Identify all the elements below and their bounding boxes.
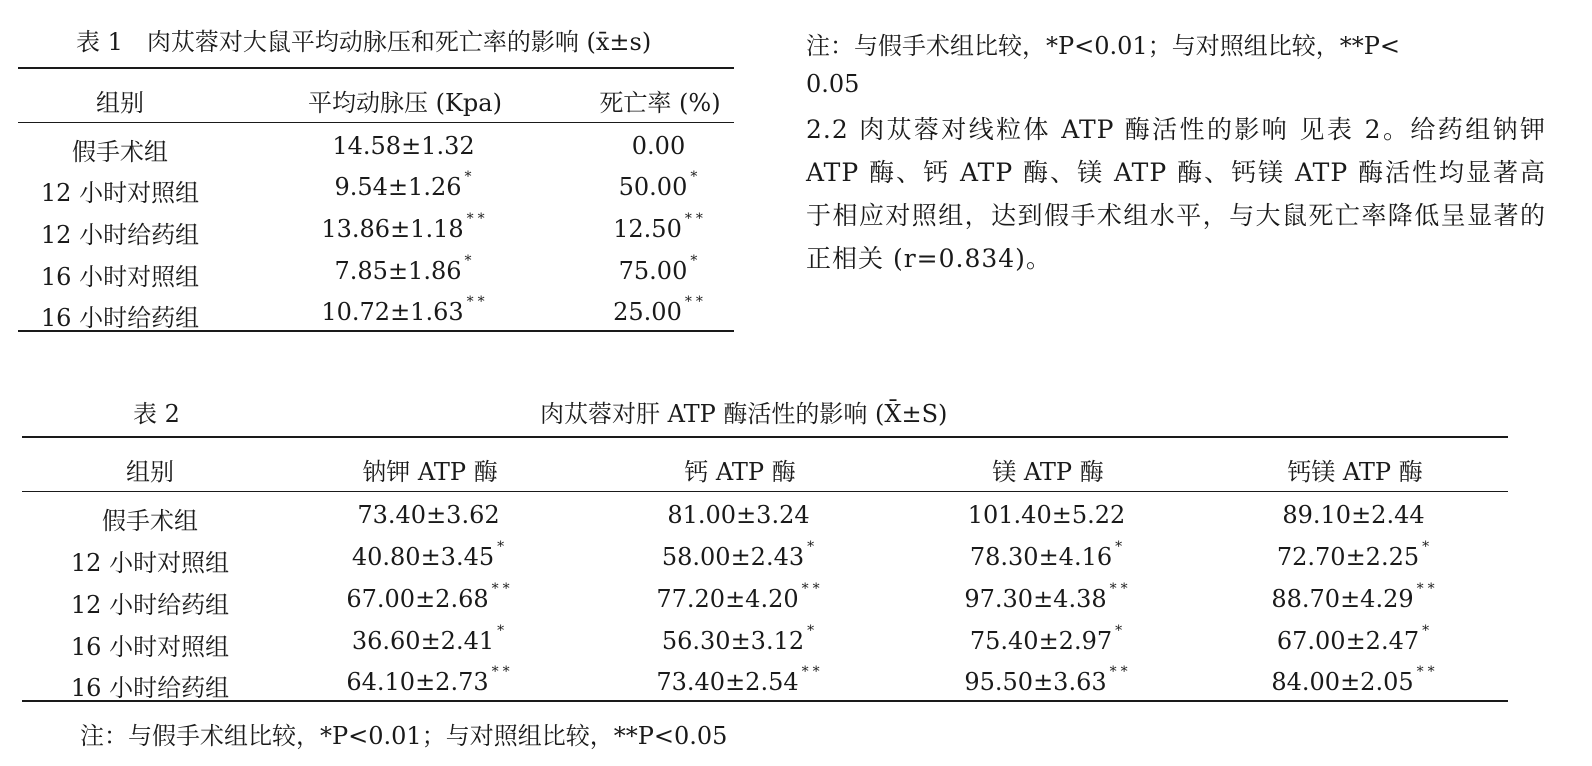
table2-row-4-col4 <box>1255 664 1455 696</box>
table2-row-0-col4-value: 89.10±2.44 <box>1282 501 1425 529</box>
table2-row-4-col4-significance-mark: ** <box>1416 664 1439 680</box>
table2-row-1-col2 <box>640 539 840 571</box>
table2-row-2-col3-significance-mark: ** <box>1109 581 1132 597</box>
table2-row-3-col1-value: 36.60±2.41 <box>351 627 495 655</box>
table2-row-2-col3-value: 97.30±4.38 <box>964 585 1107 613</box>
table2-header-camg-atpase: 钙镁 ATP 酶 <box>1287 458 1423 486</box>
table1-row-4-group <box>40 298 200 333</box>
table1-caption <box>76 22 651 57</box>
table2-header-rule <box>22 491 1508 492</box>
table1-row-1-mortality-value: 50.00 <box>618 173 688 201</box>
table2-row-4-col1 <box>330 664 530 696</box>
table2-row-1-col4-significance-mark: * <box>1422 539 1434 555</box>
table1-row-1-mortality <box>570 169 750 201</box>
table1-row-1-map-value: 9.54±1.26 <box>334 173 462 201</box>
table1-row-3-mortality-significance-mark: * <box>690 253 702 269</box>
table2-bottom-rule <box>22 700 1508 702</box>
table2-row-4-col2-value: 73.40±2.54 <box>656 668 799 696</box>
table2-row-0-group-value: 假手术组 <box>102 507 198 535</box>
table1-row-0-mortality <box>570 132 750 160</box>
table2-row-3-col1-significance-mark: * <box>497 623 509 639</box>
table1-row-3-group <box>40 257 200 292</box>
table2-row-2-col1-significance-mark: ** <box>491 581 514 597</box>
table2-row-2-col3 <box>948 581 1148 613</box>
table1-header-rule <box>18 122 734 123</box>
table1-header-group: 组别 <box>96 89 144 117</box>
table2-row-4-col3-value: 95.50±3.63 <box>964 668 1107 696</box>
table2-row-0-col3 <box>948 501 1148 529</box>
table1-row-2-mortality <box>570 211 750 243</box>
section-2-2-paragraph: 2.2 肉苁蓉对线粒体 ATP 酶活性的影响 见表 2。给药组钠钾 ATP 酶、钙 ATP 酶、镁 ATP 酶、钙镁 ATP 酶活性均显著高于相应对照组，达到假手术组水平，与大鼠死亡率降低呈显著的正相关 (r=0.834)。 <box>806 115 1546 273</box>
table2-row-2-col2-significance-mark: ** <box>801 581 824 597</box>
table1-row-1-map <box>280 169 530 201</box>
table2-row-4-col3-significance-mark: ** <box>1109 664 1132 680</box>
table2-row-3-group-value: 16 小时对照组 <box>70 633 230 661</box>
table1-row-1-group-value: 12 小时对照组 <box>40 179 200 207</box>
table2-row-1-col2-significance-mark: * <box>807 539 819 555</box>
table1-title: 肉苁蓉对大鼠平均动脉压和死亡率的影响 (x̄±s) <box>146 28 652 56</box>
table1-note-line2: 0.05 <box>806 70 860 98</box>
table1-row-4-mortality-significance-mark: ** <box>684 294 707 310</box>
table2-header-group: 组别 <box>126 458 174 486</box>
table1-row-2-map-value: 13.86±1.18 <box>321 215 464 243</box>
table2-row-1-group <box>60 543 240 578</box>
table1-row-0-map-value: 14.58±1.32 <box>332 132 475 160</box>
table2-row-1-col4-value: 72.70±2.25 <box>1276 543 1420 571</box>
table1-header-map: 平均动脉压 (Kpa) <box>308 89 502 117</box>
table1-row-2-mortality-significance-mark: ** <box>684 211 707 227</box>
table2-row-4-col4-value: 84.00±2.05 <box>1271 668 1414 696</box>
table2-row-1-col3 <box>948 539 1148 571</box>
table2-row-0-col4 <box>1255 501 1455 529</box>
table2-row-2-col1-value: 67.00±2.68 <box>346 585 489 613</box>
table1-row-3-group-value: 16 小时对照组 <box>40 263 200 291</box>
table2-row-2-col4-value: 88.70±4.29 <box>1271 585 1414 613</box>
table2-row-4-col3 <box>948 664 1148 696</box>
table1-row-4-group-value: 16 小时给药组 <box>40 304 200 332</box>
table2-row-2-col4 <box>1255 581 1455 613</box>
table1-row-3-map-significance-mark: * <box>464 253 476 269</box>
table1-row-0-group <box>40 132 200 167</box>
table2-row-1-group-value: 12 小时对照组 <box>70 549 230 577</box>
table1-row-4-mortality <box>570 294 750 326</box>
table2-row-4-col1-significance-mark: ** <box>491 664 514 680</box>
table2-header-ca-atpase: 钙 ATP 酶 <box>684 458 796 486</box>
table2-row-1-col2-value: 58.00±2.43 <box>661 543 805 571</box>
table2-row-2-col2 <box>640 581 840 613</box>
table2-header-nak-atpase: 钠钾 ATP 酶 <box>362 458 498 486</box>
table2-row-1-col3-significance-mark: * <box>1115 539 1127 555</box>
table1-row-2-mortality-value: 12.50 <box>613 215 682 243</box>
table2-row-3-col3 <box>948 623 1148 655</box>
table2-row-2-group <box>60 585 240 620</box>
table2-row-0-col1 <box>330 501 530 529</box>
table1-row-3-map <box>280 253 530 285</box>
table2-row-4-group <box>60 668 240 703</box>
table2-row-0-col2 <box>640 501 840 529</box>
table2-row-1-col1-value: 40.80±3.45 <box>351 543 495 571</box>
table1-header-mortality: 死亡率 (%) <box>599 89 721 117</box>
table2-row-2-col2-value: 77.20±4.20 <box>656 585 799 613</box>
table1-row-2-map <box>280 211 530 243</box>
table1-row-2-group-value: 12 小时给药组 <box>40 221 200 249</box>
table2-title: 肉苁蓉对肝 ATP 酶活性的影响 (X̄±S) <box>540 400 948 428</box>
table2-row-0-group <box>60 501 240 536</box>
table2-row-3-col2-value: 56.30±3.12 <box>661 627 805 655</box>
table2-row-4-col1-value: 64.10±2.73 <box>346 668 489 696</box>
table2-row-1-col3-value: 78.30±4.16 <box>969 543 1113 571</box>
table1-row-0-mortality-value: 0.00 <box>631 132 686 160</box>
table2-top-rule <box>22 436 1508 438</box>
table1-row-0-map <box>280 132 530 160</box>
table2-row-2-col4-significance-mark: ** <box>1416 581 1439 597</box>
table1-row-3-mortality-value: 75.00 <box>618 257 688 285</box>
table1-row-4-map <box>280 294 530 326</box>
table2-row-4-group-value: 16 小时给药组 <box>70 674 230 702</box>
table1-row-3-mortality <box>570 253 750 285</box>
table1-row-2-group <box>40 215 200 250</box>
table2-row-2-group-value: 12 小时给药组 <box>70 591 230 619</box>
table2-number: 表 2 <box>133 400 180 428</box>
table1-row-1-map-significance-mark: * <box>464 169 476 185</box>
table1-row-3-map-value: 7.85±1.86 <box>334 257 462 285</box>
table1-row-4-map-value: 10.72±1.63 <box>321 298 464 326</box>
table2-row-3-col3-significance-mark: * <box>1115 623 1127 639</box>
table1-row-0-group-value: 假手术组 <box>72 138 168 166</box>
table1-row-4-map-significance-mark: ** <box>466 294 489 310</box>
table1-top-rule <box>18 67 734 69</box>
table2-row-3-col1 <box>330 623 530 655</box>
table2-row-0-col2-value: 81.00±3.24 <box>667 501 810 529</box>
table2-header-mg-atpase: 镁 ATP 酶 <box>992 458 1104 486</box>
table2-row-3-col2 <box>640 623 840 655</box>
table2-row-0-col1-value: 73.40±3.62 <box>357 501 500 529</box>
table2-row-3-group <box>60 627 240 662</box>
table1-row-1-mortality-significance-mark: * <box>690 169 702 185</box>
table2-row-1-col1-significance-mark: * <box>497 539 509 555</box>
table2-row-2-col1 <box>330 581 530 613</box>
table2-row-0-col3-value: 101.40±5.22 <box>967 501 1126 529</box>
table2-row-3-col4-significance-mark: * <box>1422 623 1434 639</box>
table2-row-3-col4 <box>1255 623 1455 655</box>
table2-row-4-col2-significance-mark: ** <box>801 664 824 680</box>
table1-row-2-map-significance-mark: ** <box>466 211 489 227</box>
table2-row-3-col4-value: 67.00±2.47 <box>1276 627 1420 655</box>
table1-row-4-mortality-value: 25.00 <box>613 298 682 326</box>
table1-row-1-group <box>40 173 200 208</box>
table1-note-line1: 注：与假手术组比较，*P<0.01；与对照组比较，**P< <box>806 32 1400 60</box>
table2-row-1-col4 <box>1255 539 1455 571</box>
table2-row-4-col2 <box>640 664 840 696</box>
table2-row-3-col2-significance-mark: * <box>807 623 819 639</box>
table1-number: 表 1 <box>76 28 123 56</box>
table2-footnote: 注：与假手术组比较，*P<0.01；与对照组比较，**P<0.05 <box>80 722 728 750</box>
table2-row-1-col1 <box>330 539 530 571</box>
table2-row-3-col3-value: 75.40±2.97 <box>969 627 1113 655</box>
